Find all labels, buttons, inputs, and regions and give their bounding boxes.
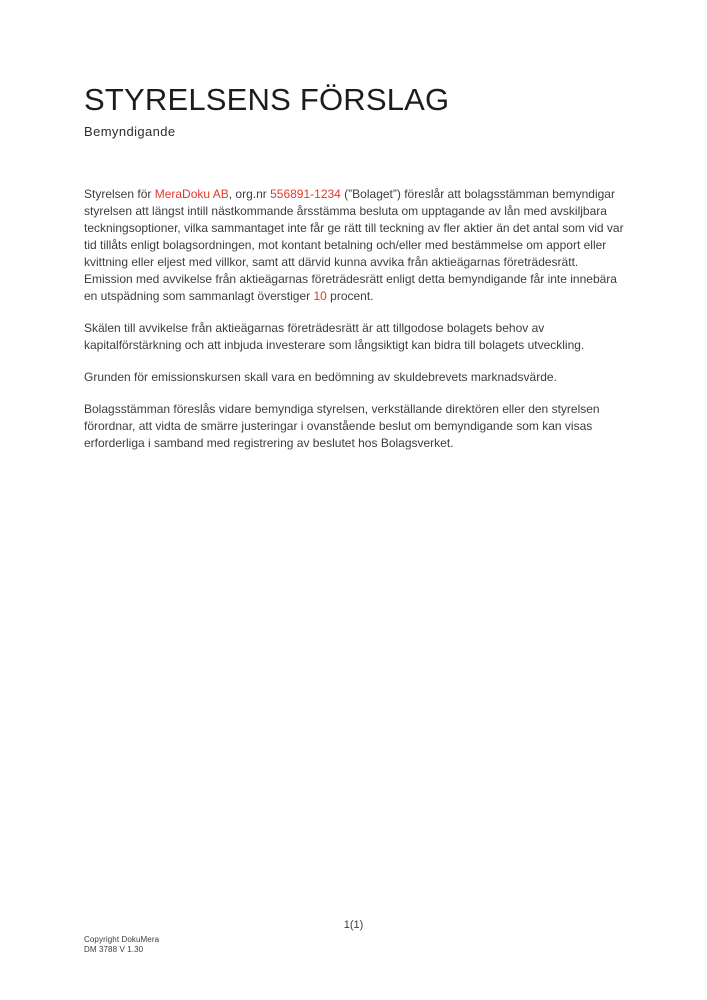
version-line: DM 3788 V 1.30 bbox=[84, 945, 144, 954]
text-segment: Bolagsstämman föreslås vidare bemyndiga styrelsen, verkställande direktören eller den styrelsen förordnar, att vidta de smärre justeringar i ovanstående beslut om bemyndigande som kan visas erforderliga i samband med registrering av beslutet hos Bolagsverket. bbox=[84, 402, 600, 450]
page-number: 1(1) bbox=[343, 919, 364, 931]
paragraph bbox=[84, 369, 629, 386]
template-field-value: MeraDoku AB bbox=[154, 187, 229, 201]
document-footer bbox=[84, 935, 159, 955]
paragraph bbox=[84, 320, 629, 354]
document-subtitle: Bemyndigande bbox=[84, 124, 176, 139]
text-segment: Skälen till avvikelse från aktieägarnas företrädesrätt är att tillgodose bolagets behov av kapitalförstärkning och att inbjuda investerare som långsiktigt kan bidra till bolagets utveckling. bbox=[84, 321, 585, 352]
template-field-value: 556891-1234 bbox=[270, 187, 341, 201]
paragraph bbox=[84, 401, 629, 452]
document-content bbox=[84, 0, 629, 467]
text-segment: Grunden för emissionskursen skall vara en bedömning av skuldebrevets marknadsvärde. bbox=[84, 370, 557, 384]
document-title: STYRELSENS FÖRSLAG bbox=[84, 82, 450, 117]
text-segment: , org.nr bbox=[228, 187, 271, 201]
text-segment: Styrelsen för bbox=[84, 187, 155, 201]
paragraph bbox=[84, 186, 629, 305]
text-segment: procent. bbox=[326, 289, 374, 303]
template-field-value: 10 bbox=[313, 289, 327, 303]
document-body bbox=[84, 186, 629, 452]
text-segment: (”Bolaget”) föreslår att bolagsstämman bemyndigar styrelsen att längst intill nästkommande årsstämma besluta om upptagande av lån med avskiljbara teckningsoptioner, vilka sammantaget inte får ge rätt till teckning av fler aktier än det antal som vid var tid tillåts enligt bolagsordningen, mot kontant betalning och/eller med bestämmelse om apport eller kvittning eller eljest med villkor, samt att därvid kunna avvika från aktieägarnas företrädesrätt. Emission med avvikelse från aktieägarnas företrädesrätt enligt detta bemyndigande får inte innebära en utspädning som sammanlagt överstiger bbox=[84, 187, 624, 303]
copyright-line: Copyright DokuMera bbox=[84, 935, 160, 944]
